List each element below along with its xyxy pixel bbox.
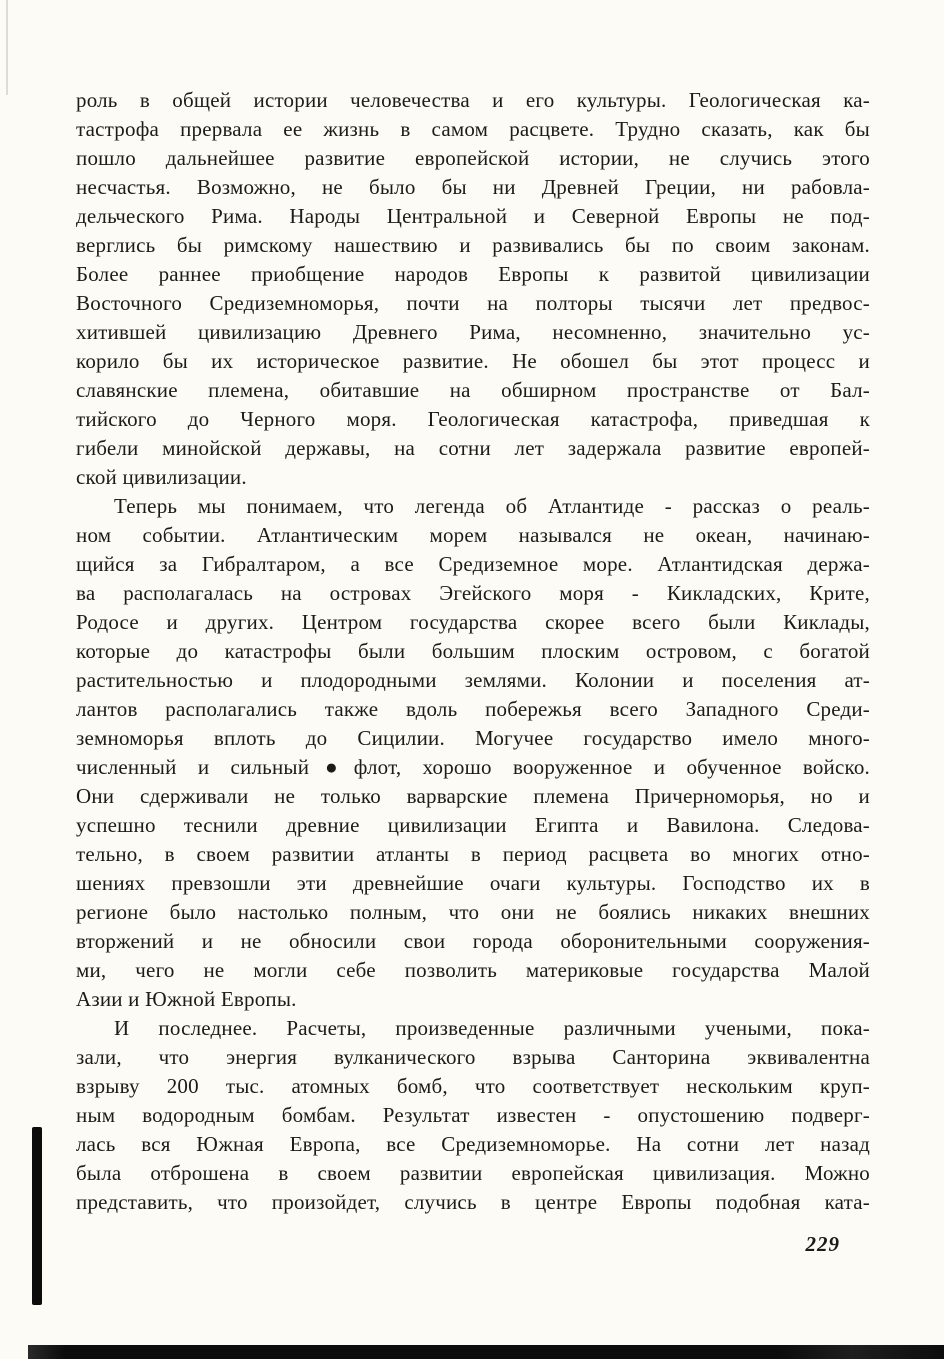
text-line: несчастья. Возможно, не было бы ни Древней Греции, ни рабовла- xyxy=(76,175,870,199)
text-line: ва располагалась на островах Эгейского моря - Кикладских, Крите, xyxy=(76,581,870,605)
text-line: дельческого Рима. Народы Центральной и Северной Европы не под- xyxy=(76,204,870,228)
text-line: ным водородным бомбам. Результат известен - опустошению подверг- xyxy=(76,1103,870,1127)
text-line: шениях превзошли эти древнейшие очаги культуры. Господство их в xyxy=(76,871,870,895)
text-line: роль в общей истории человечества и его культуры. Геологическая ка- xyxy=(76,88,870,112)
page-text-block xyxy=(76,86,870,1217)
scan-artifact-left-edge xyxy=(6,0,8,95)
text-line: лась вся Южная Европа, все Средиземноморье. На сотни лет назад xyxy=(76,1132,870,1156)
text-line: зали, что энергия вулканического взрыва Санторина эквивалентна xyxy=(76,1045,870,1069)
text-line: щийся за Гибралтаром, а все Средиземное море. Атлантидская держа- xyxy=(76,552,870,576)
text-line: Они сдерживали не только варварские племена Причерноморья, но и xyxy=(76,784,870,808)
text-line: растительностью и плодородными землями. Колонии и поселения ат- xyxy=(76,668,870,692)
text-line: тельно, в своем развитии атланты в период расцвета во многих отно- xyxy=(76,842,870,866)
text-line: численный и сильный●флот, хорошо вооруженное и обученное войско. xyxy=(76,755,870,779)
text-line: вторжений и не обносили свои города оборонительными сооружения- xyxy=(76,929,870,953)
text-line: регионе было настолько полным, что они не боялись никаких внешних xyxy=(76,900,870,924)
scan-artifact-bottom-bar xyxy=(28,1345,944,1359)
text-line: верглись бы римскому нашествию и развивались бы по своим законам. xyxy=(76,233,870,257)
text-line: ном событии. Атлантическим морем назывался не океан, начинаю- xyxy=(76,523,870,547)
text-line: гибели минойской державы, на сотни лет задержала развитие европей- xyxy=(76,436,870,460)
scan-artifact-left-bar xyxy=(32,1127,42,1305)
text-line: хитившей цивилизацию Древнего Рима, несомненно, значительно ус- xyxy=(76,320,870,344)
text-line: земноморья вплоть до Сицилии. Могучее государство имело много- xyxy=(76,726,870,750)
text-line: ской цивилизации. xyxy=(76,465,247,489)
text-line: тийского до Черного моря. Геологическая катастрофа, приведшая к xyxy=(76,407,870,431)
text-line: была отброшена в своем развитии европейская цивилизация. Можно xyxy=(76,1161,870,1185)
text-line: Более раннее приобщение народов Европы к развитой цивилизации xyxy=(76,262,870,286)
text-line: успешно теснили древние цивилизации Египта и Вавилона. Следова- xyxy=(76,813,870,837)
text-line: взрыву 200 тыс. атомных бомб, что соответствует нескольким круп- xyxy=(76,1074,870,1098)
text-line: представить, что произойдет, случись в центре Европы подобная ката- xyxy=(76,1190,870,1214)
text-line: Теперь мы понимаем, что легенда об Атлантиде - рассказ о реаль- xyxy=(114,494,870,518)
text-line: славянские племена, обитавшие на обширном пространстве от Бал- xyxy=(76,378,870,402)
text-line: ми, чего не могли себе позволить материковые государства Малой xyxy=(76,958,870,982)
text-line: Азии и Южной Европы. xyxy=(76,987,297,1011)
text-line: Родосе и других. Центром государства скорее всего были Киклады, xyxy=(76,610,870,634)
text-line: корило бы их историческое развитие. Не обошел бы этот процесс и xyxy=(76,349,870,373)
text-line: лантов располагались также вдоль побережья всего Западного Среди- xyxy=(76,697,870,721)
text-line: которые до катастрофы были большим плоским островом, с богатой xyxy=(76,639,870,663)
text-line: пошло дальнейшее развитие европейской истории, не случись этого xyxy=(76,146,870,170)
text-line: Восточного Средиземноморья, почти на полторы тысячи лет предвос- xyxy=(76,291,870,315)
page-number: 229 xyxy=(805,1232,840,1256)
text-line: И последнее. Расчеты, произведенные различными учеными, пока- xyxy=(114,1016,870,1040)
text-line: тастрофа прервала ее жизнь в самом расцвете. Трудно сказать, как бы xyxy=(76,117,870,141)
